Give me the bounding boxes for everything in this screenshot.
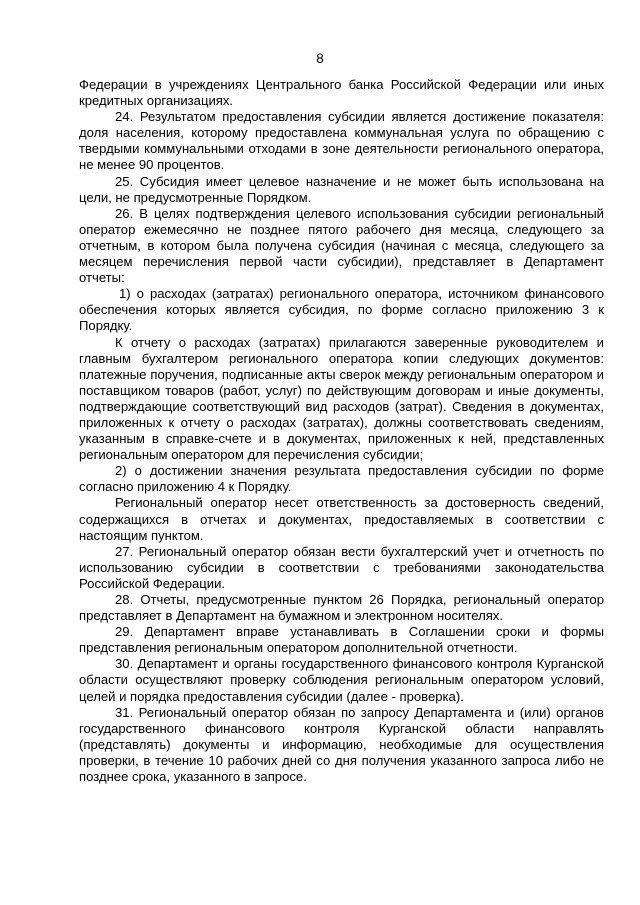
paragraph-attachments: К отчету о расходах (затратах) прилагаются заверенные руководителем и главным бухгалтером регионального оператора копии следующих документов: платежные поручения, подписанные акты сверок между региональным оператором и поставщиком товаров (работ, услуг) по действующим договорам и иные документы, подтверждающие соответствующий вид расходов (затрат). Сведения в документах, приложенных к отчету о расходах (затратах), должны соответствовать сведениям, указанным в справке-счете и в документах, приложенных к ней, представленных региональным оператором для перечисления субсидии; (79, 334, 604, 463)
paragraph-25: 25. Субсидия имеет целевое назначение и не может быть использована на цели, не предусмотренные Порядком. (79, 173, 604, 205)
paragraph-29: 29. Департамент вправе устанавливать в Соглашении сроки и формы представления региональным оператором дополнительной отчетности. (79, 624, 604, 656)
paragraph-31: 31. Региональный оператор обязан по запросу Департамента и (или) органов государственного финансового контроля Курганской области направлять (представлять) документы и информацию, необходимые для осуществления проверки, в течение 10 рабочих дней со дня получения указанного запроса либо не позднее срока, указанного в запросе. (79, 704, 604, 785)
paragraph-30: 30. Департамент и органы государственного финансового контроля Курганской области осуществляют проверку соблюдения региональным оператором условий, целей и порядка предоставления субсидии (далее - проверка). (79, 656, 604, 704)
page-number: 8 (316, 51, 324, 66)
paragraph-24: 24. Результатом предоставления субсидии является достижение показателя: доля населения, которому предоставлена коммунальная услуга по обращению с твердыми коммунальными отходами в зоне деятельности регионального оператора, не менее 90 процентов. (79, 109, 604, 173)
paragraph-26: 26. В целях подтверждения целевого использования субсидии региональный оператор ежемесячно не позднее пятого рабочего дня месяца, следующего за отчетным, в котором была получена субсидия (начиная с месяца, следующего за месяцем перечисления первой части субсидии), представляет в Департамент отчеты: (79, 205, 604, 286)
paragraph-26-item-1: 1) о расходах (затратах) регионального оператора, источником финансового обеспечения которых является субсидия, по форме согласно приложению 3 к Порядку. (79, 286, 604, 334)
paragraph-responsibility: Региональный оператор несет ответственность за достоверность сведений, содержащихся в отчетах и документах, предоставляемых в соответствии с настоящим пунктом. (79, 495, 604, 543)
paragraph-26-item-2: 2) о достижении значения результата предоставления субсидии по форме согласно приложению 4 к Порядку. (79, 463, 604, 495)
paragraph-continuation: Федерации в учреждениях Центрального банка Российской Федерации или иных кредитных организациях. (79, 77, 604, 109)
document-body (79, 77, 604, 785)
paragraph-28: 28. Отчеты, предусмотренные пунктом 26 Порядка, региональный оператор представляет в Департамент на бумажном и электронном носителях. (79, 592, 604, 624)
paragraph-27: 27. Региональный оператор обязан вести бухгалтерский учет и отчетность по использованию субсидии в соответствии с требованиями законодательства Российской Федерации. (79, 543, 604, 591)
